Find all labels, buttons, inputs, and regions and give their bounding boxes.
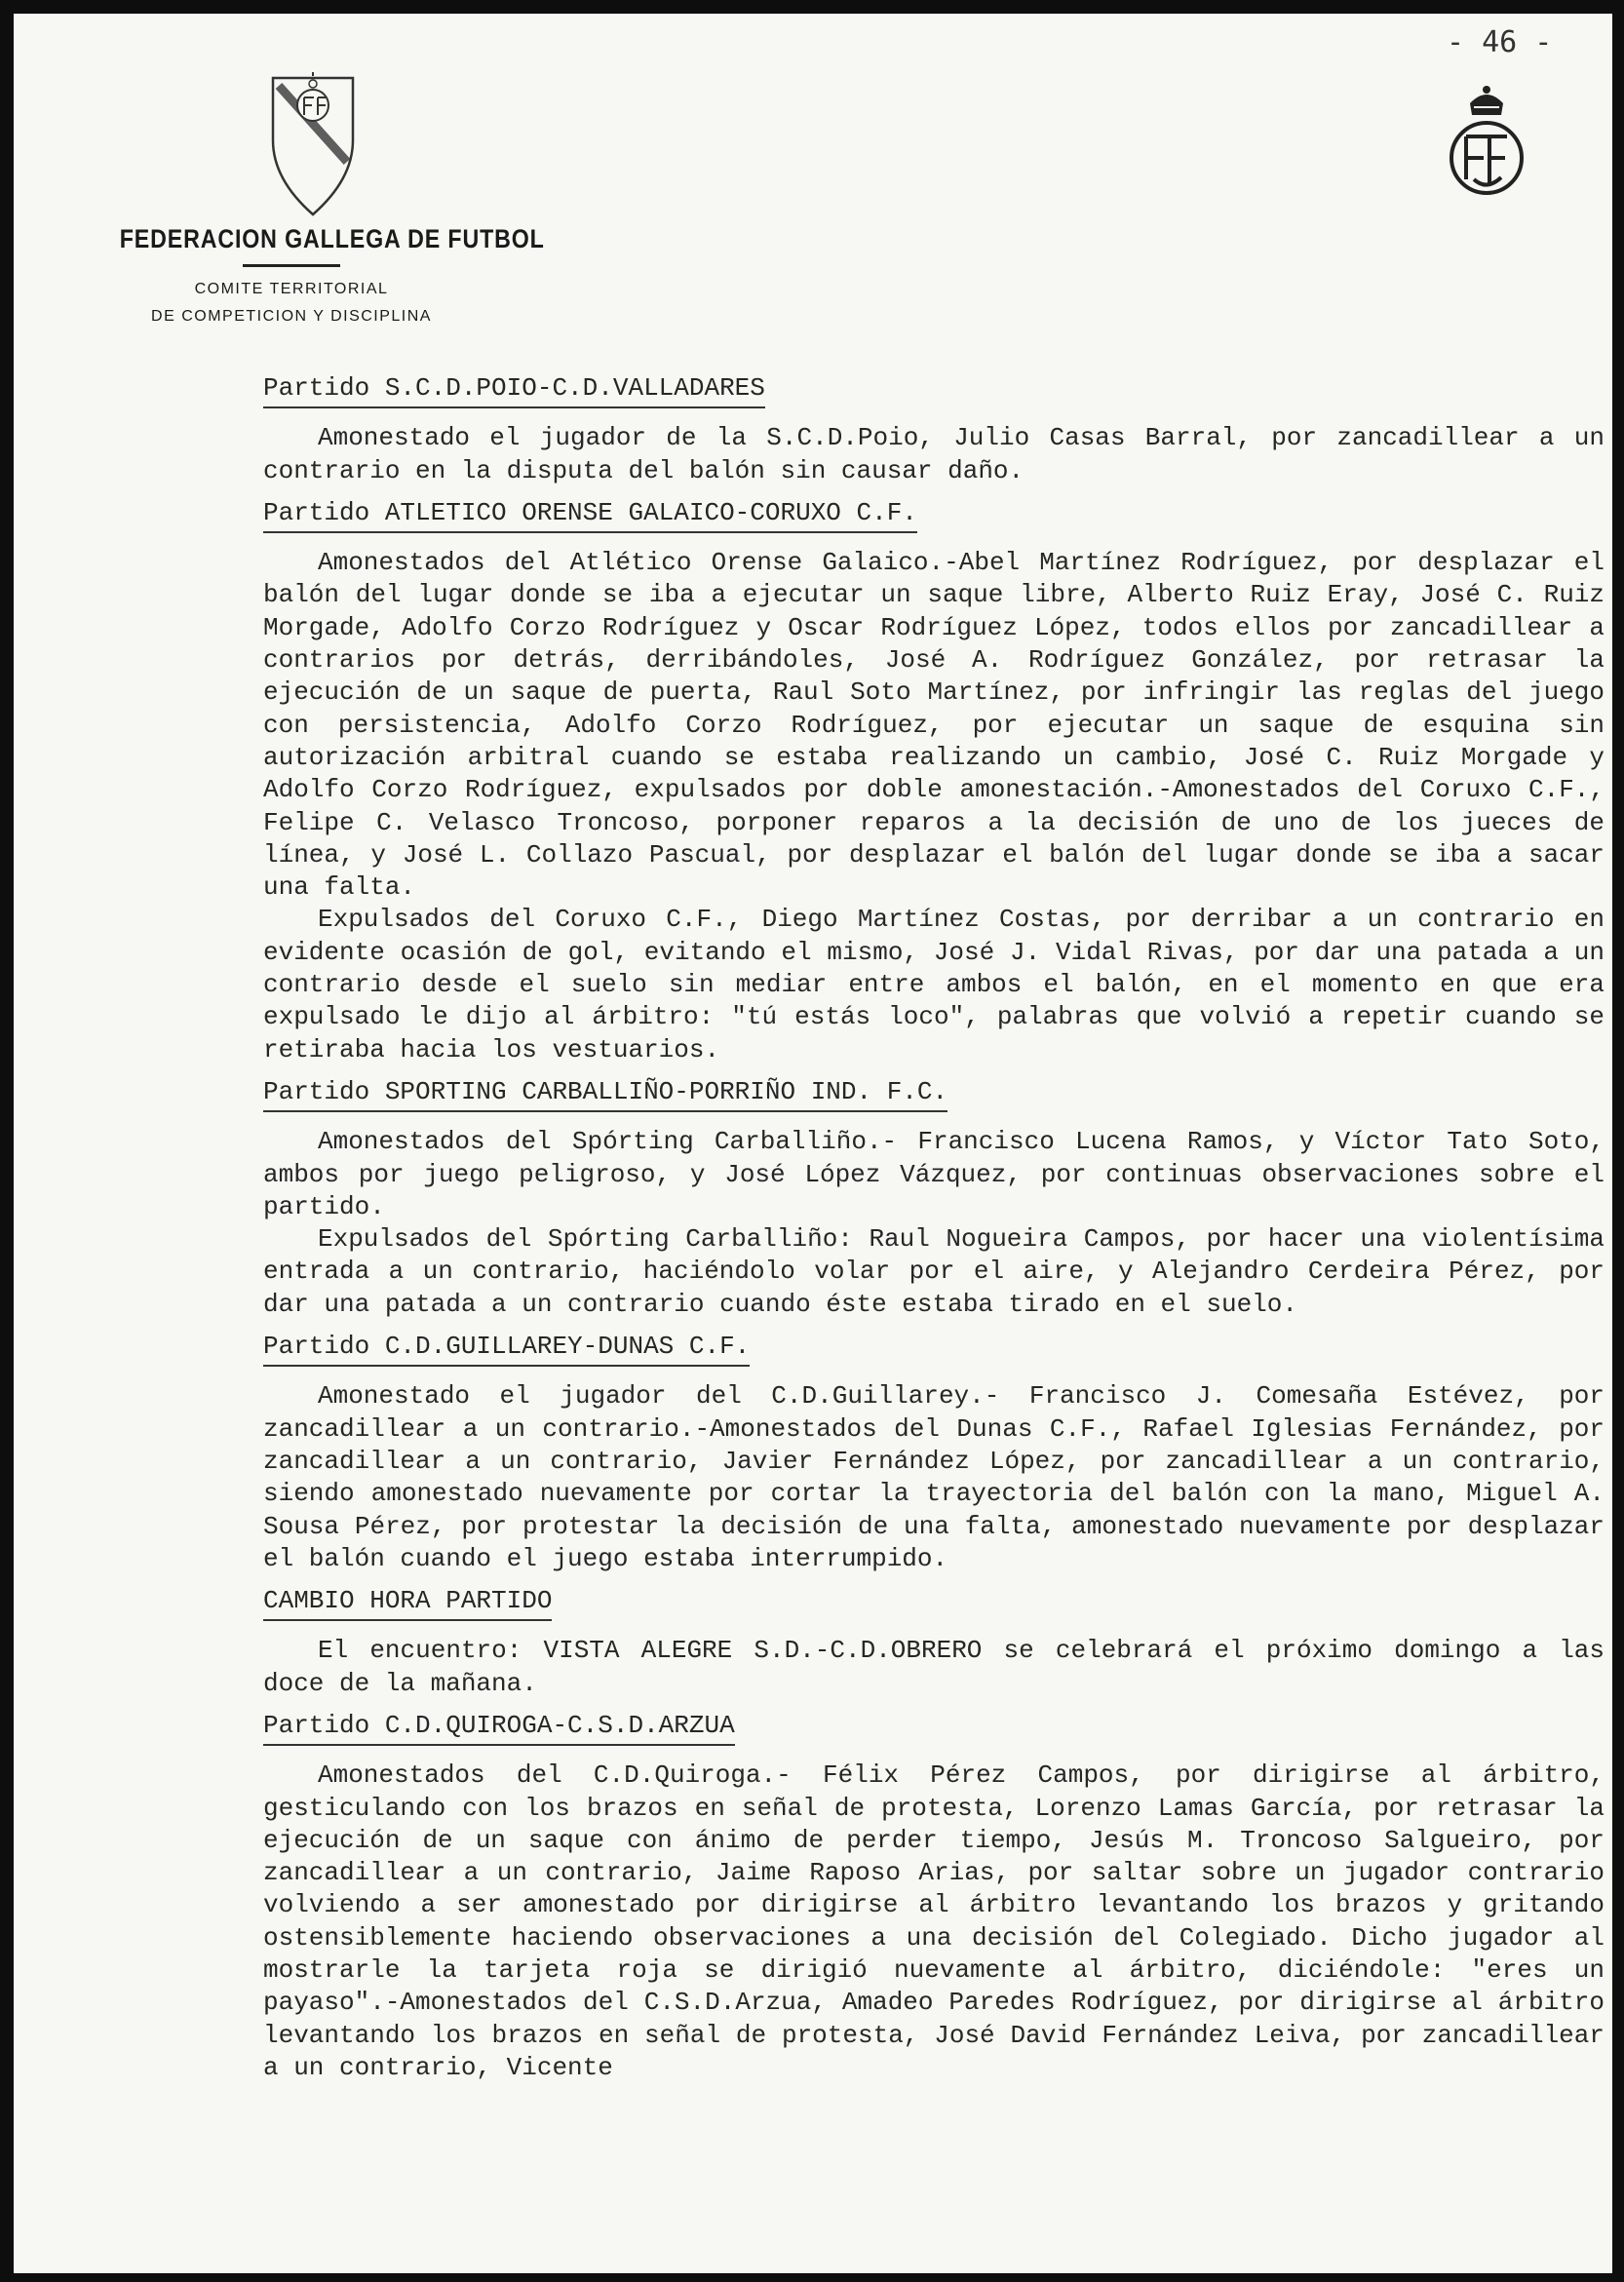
paragraph: Amonestado el jugador de la S.C.D.Poio, Julio Casas Barral, por zancadillear a un contrario en la disputa del balón sin causar daño.	[263, 423, 1605, 485]
section-poio-valladares	[263, 367, 1605, 487]
paragraph: Expulsados del Coruxo C.F., Diego Martínez Costas, por derribar a un contrario en evidente ocasión de gol, evitando el mismo, José J. Vidal Rivas, por dar una patada a un contrario desde el suelo sin mediar entre ambos el balón, en el momento en que era expulsado le dijo al árbitro: "tú estás loco", palabras que volvió a repetir cuando se retiraba hacia los vestuarios.	[263, 905, 1605, 1064]
section-cambio-hora	[263, 1579, 1605, 1700]
section-heading: Partido C.D.QUIROGA-C.S.D.ARZUA	[263, 1710, 735, 1746]
document-page	[14, 14, 1612, 2273]
paragraph: Amonestados del Spórting Carballiño.- Francisco Lucena Ramos, y Víctor Tato Soto, ambos por juego peligroso, y José López Vázquez, por continuas observaciones sobre el partido.	[263, 1127, 1605, 1221]
letterhead	[92, 224, 545, 330]
section-heading: Partido C.D.GUILLAREY-DUNAS C.F.	[263, 1331, 750, 1367]
federation-name: FEDERACION GALLEGA DE FUTBOL	[119, 224, 545, 253]
committee-line-2: DE COMPETICION Y DISCIPLINA	[151, 308, 432, 325]
paragraph: Amonestados del C.D.Quiroga.- Félix Pérez Campos, por dirigirse al árbitro, gesticulando con los brazos en señal de protesta, Lorenzo Lamas García, por retrasar la ejecución de un saque con ánimo de perder tiempo, Jesús M. Troncoso Salgueiro, por zancadillear a un contrario, Jaime Raposo Arias, por saltar sobre un jugador contrario volviendo a ser amonestado por dirigirse al árbitro levantando los brazos y gritando ostensiblemente haciendo observaciones a una decisión del Colegiado. Dicho jugador al mostrarle la tarjeta roja se dirigió nuevamente al árbitro, diciéndole: "eres un payaso".-Amonestados del C.S.D.Arzua, Amadeo Paredes Rodríguez, por dirigirse al árbitro levantando los brazos en señal de protesta, José David Fernández Leiva, por zancadillear a un contrario, Vicente	[263, 1760, 1605, 2082]
royal-crest-icon	[1445, 82, 1528, 204]
paragraph: Amonestado el jugador del C.D.Guillarey.- Francisco J. Comesaña Estévez, por zancadillear a un contrario.-Amonestados del Dunas C.F., Rafael Iglesias Fernández, por zancadillear a un contrario, Javier Fernández López, por zancadillear a un contrario, siendo amonestado nuevamente por cortar la trayectoria del balón con la mano, Miguel A. Sousa Pérez, por protestar la decisión de una falta, amonestado nuevamente por desplazar el balón cuando el juego estaba interrumpido.	[263, 1381, 1605, 1573]
section-sporting-carballino-porrino	[263, 1070, 1605, 1321]
letterhead-divider	[243, 264, 340, 267]
section-heading: Partido SPORTING CARBALLIÑO-PORRIÑO IND. F.C.	[263, 1076, 947, 1112]
document-body	[263, 367, 1605, 2084]
paragraph: Expulsados del Spórting Carballiño: Raul Nogueira Campos, por hacer una violentísima entrada a un contrario, haciéndolo volar por el aire, y Alejandro Cerdeira Pérez, por dar una patada a un contrario cuando éste estaba tirado en el suelo.	[263, 1224, 1605, 1319]
section-heading: Partido ATLETICO ORENSE GALAICO-CORUXO C.F.	[263, 497, 917, 533]
federation-shield-icon	[269, 72, 357, 218]
section-heading: CAMBIO HORA PARTIDO	[263, 1585, 552, 1621]
paragraph: Amonestados del Atlético Orense Galaico.-Abel Martínez Rodríguez, por desplazar el balón del lugar donde se iba a ejecutar un saque libre, Alberto Ruiz Eray, José C. Ruiz Morgade, Adolfo Corzo Rodríguez y Oscar Rodríguez López, todos ellos por zancadillear a contrarios por detrás, derribándoles, José A. Rodríguez González, por retrasar la ejecución de un saque de puerta, Raul Soto Martínez, por infringir las reglas del juego con persistencia, Adolfo Corzo Rodríguez, por ejecutar un saque de esquina sin autorización arbitral cuando se estaba realizando un cambio, José C. Ruiz Morgade y Adolfo Corzo Rodríguez, expulsados por doble amonestación.-Amonestados del Coruxo C.F., Felipe C. Velasco Troncoso, porponer reparos a la decisión de uno de los jueces de línea, y José L. Collazo Pascual, por desplazar el balón del lugar donde se iba a sacar una falta.	[263, 548, 1605, 903]
section-atletico-orense-coruxo	[263, 491, 1605, 1066]
section-heading: Partido S.C.D.POIO-C.D.VALLADARES	[263, 372, 765, 408]
committee-line-1: COMITE TERRITORIAL	[194, 281, 389, 297]
paragraph: El encuentro: VISTA ALEGRE S.D.-C.D.OBRERO se celebrará el próximo domingo a las doce de la mañana.	[263, 1636, 1605, 1698]
page-number: - 46 -	[1447, 25, 1553, 59]
section-guillarey-dunas	[263, 1325, 1605, 1575]
section-quiroga-arzua	[263, 1704, 1605, 2084]
